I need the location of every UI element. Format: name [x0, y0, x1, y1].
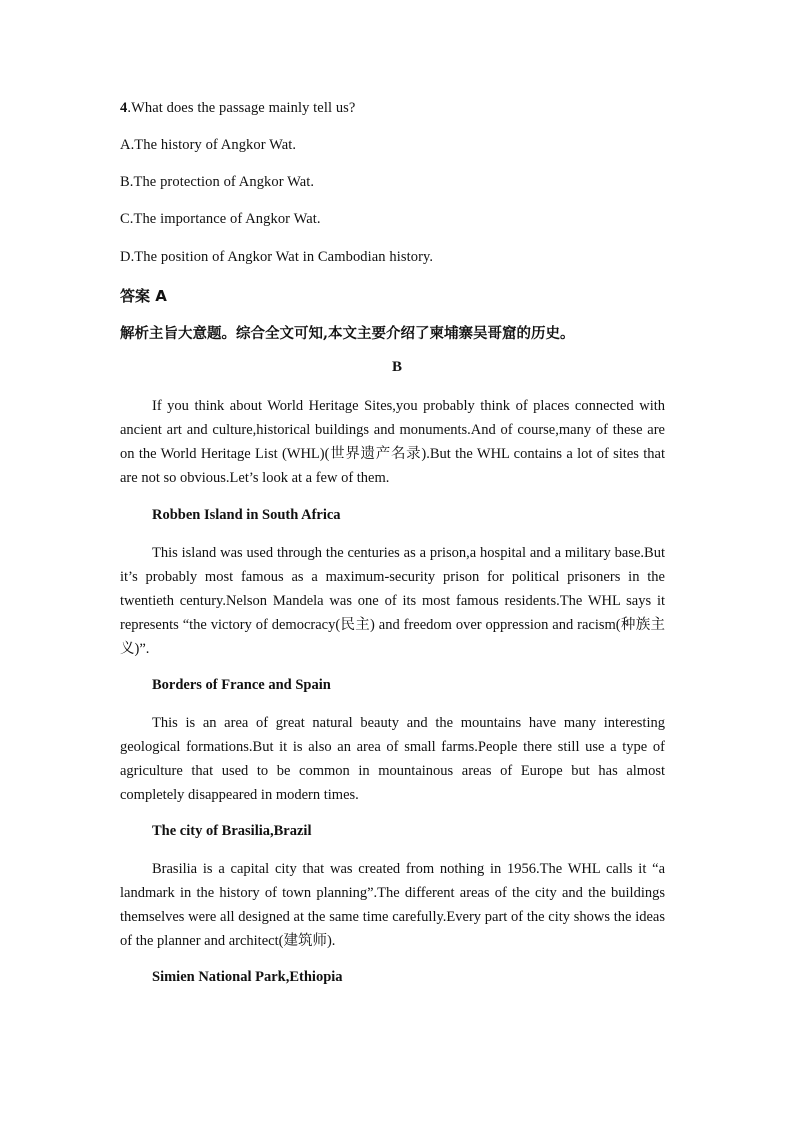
site-heading-brasilia: The city of Brasilia,Brazil [152, 823, 312, 839]
section-heading: B [391, 359, 402, 375]
site-text-france-spain: This is an area of great natural beauty and the mountains have many interesting geological formations.But it is also an area of small farms.People there still use a type of agriculture that used to be common in mountainous areas of Europe but has almost completely disappeared in modern times. [120, 715, 665, 803]
question-number: 4 [120, 100, 128, 116]
option-b: B.The protection of Angkor Wat. [120, 174, 315, 190]
site-heading-robben-island: Robben Island in South Africa [152, 507, 341, 523]
question-stem [120, 100, 355, 117]
answer-label: 答案 A [120, 287, 167, 305]
site-heading-france-spain: Borders of France and Spain [152, 677, 331, 693]
intro-paragraph: If you think about World Heritage Sites,you probably think of places connected with ancient art and culture,historical buildings and monuments.And of course,many of these are on the World Heritage List (WHL)(世界遗产名录).But the WHL contains a lot of sites that are not so obvious.Let’s look at a few of them. [120, 398, 665, 486]
analysis-text: 解析主旨大意题。综合全文可知,本文主要介绍了柬埔寨吴哥窟的历史。 [120, 325, 575, 342]
option-d: D.The position of Angkor Wat in Cambodian history. [120, 249, 434, 265]
site-heading-simien: Simien National Park,Ethiopia [152, 969, 343, 985]
option-a: A.The history of Angkor Wat. [120, 137, 297, 153]
question-text: .What does the passage mainly tell us? [127, 100, 356, 116]
option-c: C.The importance of Angkor Wat. [120, 211, 321, 227]
site-text-robben-island: This island was used through the centuries as a prison,a hospital and a military base.But it’s probably most famous as a maximum-security prison for political prisoners in the twentieth century.Nelson Mandela was one of its most famous residents.The WHL says it represents “the victory of democracy(民主) and freedom over oppression and racism(种族主义)”. [120, 545, 665, 657]
site-text-brasilia: Brasilia is a capital city that was created from nothing in 1956.The WHL calls it “a landmark in the history of town planning”.The different areas of the city and the buildings themselves were all designed at the same time carefully.Every part of the city shows the ideas of the planner and architect(建筑师). [120, 861, 665, 949]
